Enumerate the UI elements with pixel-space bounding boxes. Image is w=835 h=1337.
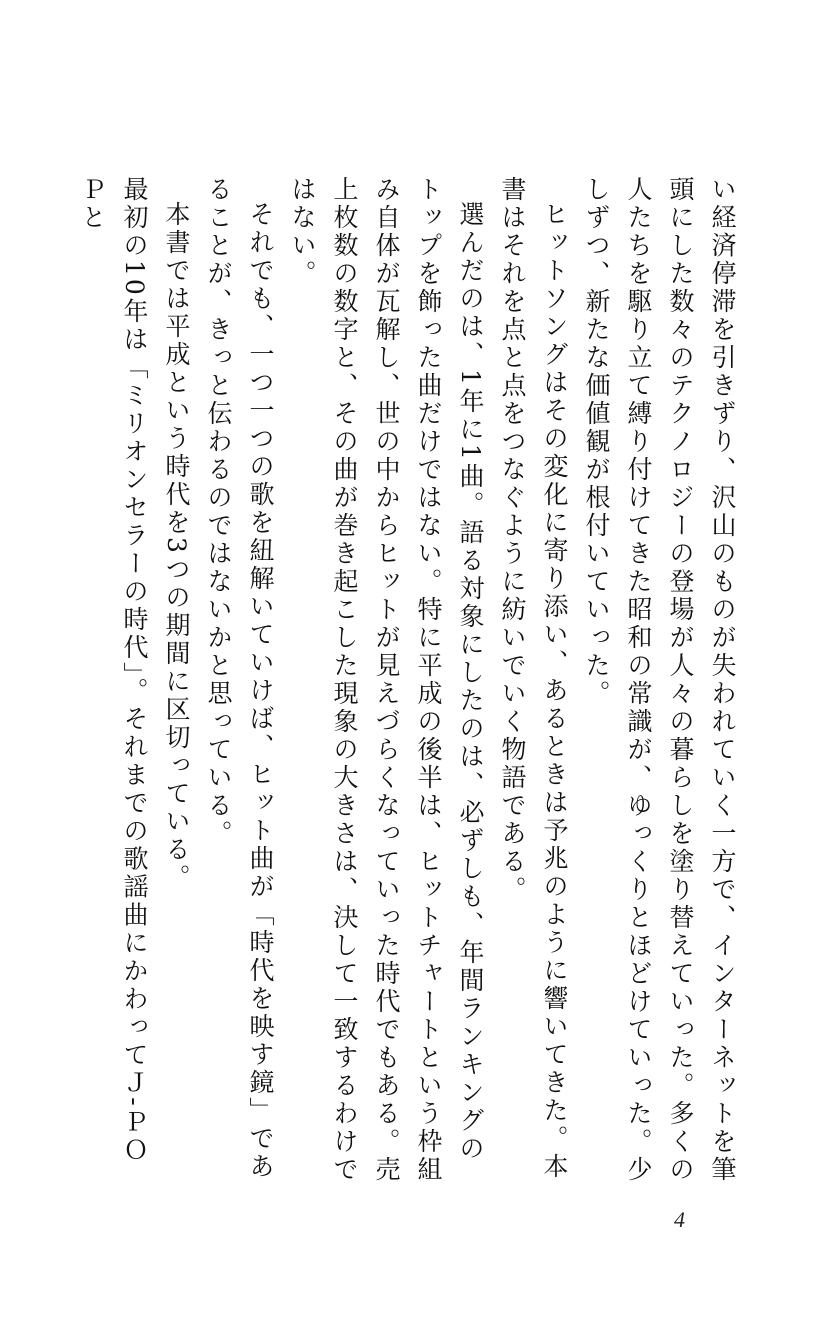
vertical-body-text <box>71 176 743 1186</box>
paragraph-1: い経済停滞を引きずり、沢山のものが失われていく一方で、インターネットを筆頭にした数々のテクノロジーの登場が人々の暮らしを塗り替えていった。多くの人たちを駆り立て縛り付けてきた昭和の常識が、ゆっくりとほどけていった。少しずつ、新たな価値観が根付いていった。 <box>582 176 737 1184</box>
page-number: 4 <box>674 1207 685 1232</box>
paragraph-5: 本書では平成という時代を3つの期間に区切っている。 <box>162 201 191 892</box>
paragraph-6: 最初の10年は「ミリオンセラーの時代」。それまでの歌謡曲にかわってＪ-ＰＯＰと <box>78 176 149 1165</box>
paragraph-2: ヒットソングはその変化に寄り添い、あるときは予兆のように響いてきた。本書はそれを点と点をつなぐように紡いでいく物語である。 <box>498 176 569 1181</box>
paragraph-3: 選んだのは、1年に1曲。語る対象にしたのは、必ずしも、年間ランキングのトップを飾った曲だけではない。特に平成の後半は、ヒットチャートという枠組み自体が瓦解し、世の中からヒットが見えづらくなっていった時代でもある。売上枚数の数字と、その曲が巻き起こした現象の大きさは、決して一致するわけではない。 <box>288 176 485 1184</box>
paragraph-4: それでも、一つ一つの歌を紐解いていけば、ヒット曲が「時代を映す鏡」であることが、きっと伝わるのではないかと思っている。 <box>204 176 275 1181</box>
